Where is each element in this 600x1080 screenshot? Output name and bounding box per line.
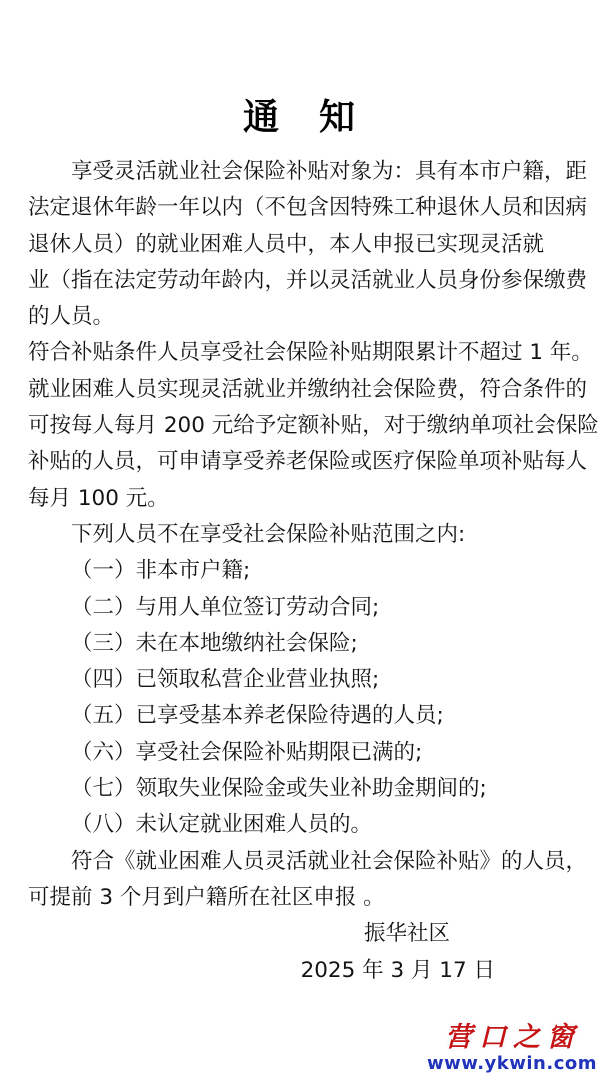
notice-line: 退休人员）的就业困难人员中，本人申报已实现灵活就	[28, 231, 545, 257]
list-item: （三）未在本地缴纳社会保险;	[71, 630, 358, 656]
notice-line: 可按每人每月 200 元给予定额补贴，对于缴纳单项社会保险	[28, 413, 599, 439]
list-item: （五）已享受基本养老保险待遇的人员;	[71, 703, 444, 729]
notice-line: 可提前 3 个月到户籍所在社区申报 。	[28, 884, 385, 910]
list-item: （六）享受社会保险补贴期限已满的;	[71, 739, 423, 765]
notice-line: 下列人员不在享受社会保险补贴范围之内:	[71, 521, 466, 547]
notice-line: 法定退休年龄一年以内（不包含因特殊工种退休人员和因病	[28, 195, 588, 221]
notice-line: 的人员。	[28, 304, 115, 330]
notice-line: 业（指在法定劳动年龄内，并以灵活就业人员身份参保缴费	[28, 267, 588, 293]
list-item: （一）非本市户籍;	[71, 558, 251, 584]
signature: 振华社区	[363, 921, 450, 947]
notice-line: 享受灵活就业社会保险补贴对象为：具有本市户籍，距	[71, 159, 588, 184]
site-name-logo: 营口之窗	[445, 1022, 581, 1053]
notice-body	[28, 154, 599, 916]
notice-line: 每月 100 元。	[28, 485, 169, 511]
date-line: 2025 年 3 月 17 日	[300, 957, 495, 983]
notice-line: 就业困难人员实现灵活就业并缴纳社会保险费，符合条件的	[28, 376, 588, 402]
notice-line: 补贴的人员，可申请享受养老保险或医疗保险单项补贴每人	[28, 449, 588, 475]
notice-line: 符合补贴条件人员享受社会保险补贴期限累计不超过 1 年。	[28, 340, 593, 366]
site-url: www.ykwin.com	[426, 1053, 597, 1074]
notice-title: 通 知	[242, 97, 357, 138]
watermark	[427, 1023, 597, 1075]
list-item: （七）领取失业保险金或失业补助金期间的;	[71, 776, 487, 802]
list-item: （二）与用人单位签订劳动合同;	[71, 594, 380, 620]
list-item: （四）已领取私营企业营业执照;	[71, 667, 380, 693]
notice-line: 符合《就业困难人员灵活就业社会保险补贴》的人员，	[71, 848, 588, 874]
list-item: （八）未认定就业困难人员的。	[71, 812, 373, 838]
